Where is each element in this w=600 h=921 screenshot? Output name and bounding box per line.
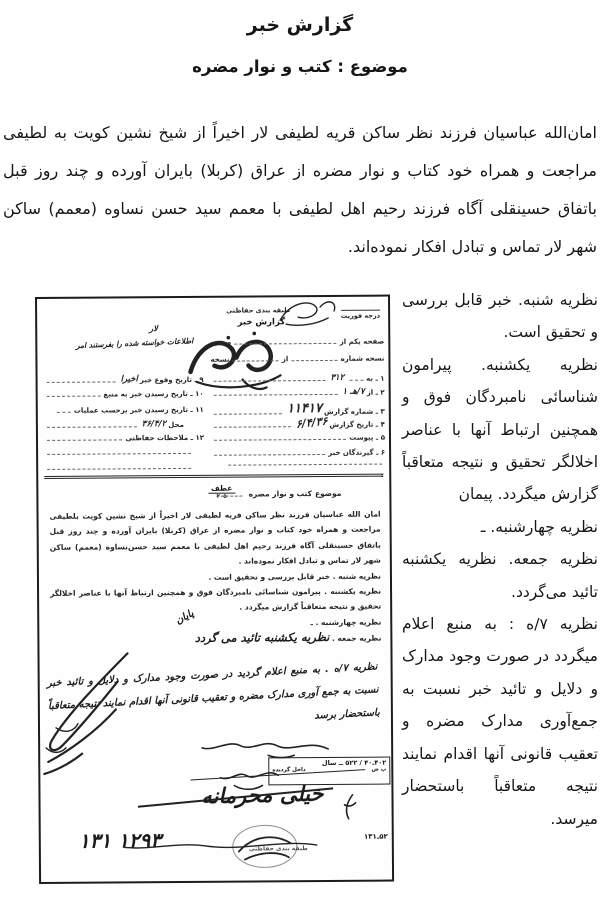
field-label: ۵ ـ پیوست: [349, 433, 386, 442]
handwritten-numbers: ۱۲۹۳ ۱۳۱: [78, 828, 162, 853]
stamp-number: ۴۰۲ـ۴۰ / ۵۲۲ ــ سال: [321, 758, 387, 768]
form-row-to: [211, 373, 385, 384]
dotted-leader: [47, 453, 191, 455]
form-row-place: [44, 419, 184, 430]
note-paragraph: نظریه شنبه. خبر قابل بررسی و تحقیق است.: [402, 291, 598, 342]
dotted-leader: [349, 380, 363, 381]
subject-row: [213, 489, 341, 499]
field-value: ۳۶/۴/۲: [141, 419, 167, 430]
field-label: از: [281, 355, 289, 364]
note-paragraph: نظریه ۷/ه : به منبع اعلام میگردد در صورت وجود مدارک و دلایل و تائید خبر نسبت به جمع‌آوری مدارک مضره و تعقیب قانونی آنها اقدام نمایند نتیجه متعاقباً باستحضار میرسد.: [402, 615, 598, 828]
field-label: ۱ ـ به: [366, 374, 385, 383]
report-subject: موضوع : کتب و نوار مضره: [192, 57, 408, 76]
field-label: ۴ ـ تاریخ گزارش: [329, 420, 385, 429]
field-suffix: نسخه: [210, 355, 230, 364]
field-label: نسخه شماره: [340, 354, 385, 363]
field-value: اخیرا: [120, 374, 138, 385]
dotted-leader: [57, 412, 71, 413]
scan-body-paragraph: نظریه یکشنبه . پیرامون شناسائی نامبردگان فوق و همچنین ارتباط آنها با عناصر اخلالگر تحقیق و نتیجه متعاقباً گزارش میگردد .: [50, 586, 382, 613]
form-row-security-notes: [44, 434, 204, 443]
filler-line: [44, 468, 194, 472]
handwritten-margin-note: اطلاعات خواسته شده را بفرستند امر: [75, 336, 194, 351]
intro-paragraph: امان‌الله عباسیان فرزند نظر ساکن قریه لطیفی لار اخیراً از شیخ نشین کویت به لطیفی مراجعت و همراه خود کتاب و نوار مضره از عراق (کربلا) بایران آورده و چند روز قبل باتفاق حسینقلی آگاه فرزند رحیم اهل لطیفی با معمم سید حسن نساوه (معمم) ساکن شهر لار تماس و تبادل افکار نموده‌اند.: [3, 123, 597, 256]
dotted-leader: [47, 439, 122, 441]
field-label: ۱۱ ـ تاریخ رسیدن خبر برحسب عملیات: [73, 405, 204, 415]
dotted-leader: [214, 394, 338, 396]
dotted-leader: [47, 468, 191, 470]
form-row-report-no: [211, 401, 385, 417]
dotted-leader: [214, 426, 291, 428]
field-label: ۹ ـ تاریخ وقوع خبر: [139, 375, 204, 385]
handwritten-opinion-block: نظریه ۷/ه . به منبع اعلام گردید در صورت وجود مدارک و دلایل و تائید خبر نسبت به جمع آوری مدارک مضره و تعقیب قانونی آنها اقدام نمایند نتیجه متعاقباً باستحضار برسد: [46, 661, 381, 722]
note-paragraph: نظریه چهارشنبه. ـ: [480, 517, 598, 536]
form-row-reach-source: [44, 390, 204, 399]
reference-label: عطف: [208, 484, 235, 494]
dotted-leader: [47, 426, 137, 428]
form-row-occurrence: [44, 374, 204, 385]
scan-body-paragraph: نظریه شنبه . خبر قابل بررسی و تحقیق است .: [208, 571, 381, 582]
scanned-form: [35, 295, 394, 884]
form-title: گزارش خبر: [237, 317, 286, 328]
subject-value: کتب و نوار مضره: [248, 489, 312, 499]
filler-line: [44, 453, 194, 457]
note-paragraph: نظریه یکشنبه. پیرامون شناسائی نامبردگان فوق و همچنین ارتباط آنها با عناصر اخلالگر تحقیق و نتیجه متعاقباً گزارش میگردد. پیمان: [402, 355, 598, 504]
corner-code: ۵۲ـ۱۳۱: [363, 832, 388, 841]
form-row-attachment: [211, 434, 385, 443]
field-value: ۶/۴/۳۶: [295, 414, 329, 431]
dotted-leader: [216, 496, 242, 497]
field-label: ۶ ـ گیرندگان خبر: [328, 448, 386, 457]
stamp-field: داخل گردیده: [272, 767, 306, 774]
field-value: ۱۱۴۱۷: [286, 400, 322, 417]
field-suffix: صفحه: [210, 338, 232, 347]
field-label: ۳ ـ شماره گزارش: [323, 407, 385, 416]
stray-pen-mark: [340, 793, 358, 821]
form-row-recipients: [211, 449, 385, 458]
dotted-leader: [214, 454, 325, 456]
scan-body-text: نظریه جمعه .: [331, 633, 382, 644]
note-paragraph: نظریه جمعه. نظریه یکشنبه تائید می‌گردد.: [402, 550, 598, 601]
stamp-field: پ ض: [371, 766, 387, 773]
dotted-leader: [214, 439, 346, 441]
form-row-copy: [210, 355, 384, 364]
field-value: ۳۱۲: [330, 372, 345, 383]
form-row-page: [210, 338, 384, 347]
scan-body-paragraph: نظریه چهارشنبه . ـ: [310, 617, 382, 627]
form-row-from: [211, 387, 385, 398]
urgency-label: درجه فوریت: [340, 311, 381, 320]
dotted-leader: [47, 396, 101, 397]
field-label: ۱۰ ـ تاریخ رسیدن خبر به منبع: [103, 389, 204, 399]
form-row-report-date: [211, 416, 385, 430]
scan-body-paragraph: امان الله عباسیان فرزند نظر ساکن قریه لطیفی لار اخیراً از شیخ نشین کویت بلطیفی مراجعت و همراه خود کتاب و نوار مضره از عراق (کربلا) بایران آورده و چند روز قبل باتفاق حسینقلی آگاه فرزند رحیم اهل لطیفی با معمم سید حسن‌نساوه (معمم) ساکن شهر لار تماس و تبادل افکار نموده‌اند .: [49, 509, 381, 566]
field-label: محل: [168, 420, 184, 430]
section-divider: [44, 474, 383, 479]
scan-body: [49, 507, 381, 649]
reference-value: ۲۰۵: [216, 493, 227, 500]
field-label: ۲ ـ از: [366, 388, 385, 397]
city-annotation: لار: [149, 324, 158, 334]
dotted-leader: [47, 381, 116, 382]
dotted-leader: [214, 380, 326, 382]
dotted-leader: [234, 343, 336, 345]
field-label: ۱۲ ـ ملاحظات حفاظتی: [125, 433, 205, 443]
handwritten-approval: نظریه یکشنبه تائید می گردد: [194, 630, 330, 646]
classification-label: طبقه بندی حفاظتی: [226, 306, 291, 315]
margin-notes: [402, 284, 598, 835]
subject-label: موضوع: [314, 488, 342, 499]
field-label: صفحه یکم از: [339, 337, 385, 346]
end-annotation: پایان: [173, 608, 196, 627]
confidential-stamp: خیلی محرمانه: [143, 781, 324, 809]
form-row-reach-ops: [44, 406, 204, 415]
classification-footer: طبقه بندی حفاظتی: [248, 845, 308, 853]
signature-scrawl: [37, 643, 138, 784]
dotted-leader: [232, 360, 278, 361]
dotted-leader: [214, 413, 282, 414]
report-title: گزارش خبر: [246, 14, 354, 36]
dotted-leader: [291, 360, 337, 361]
filler-line: [225, 464, 385, 468]
dotted-leader: [228, 464, 382, 466]
field-value: ۷/هـ ۱: [342, 386, 365, 397]
